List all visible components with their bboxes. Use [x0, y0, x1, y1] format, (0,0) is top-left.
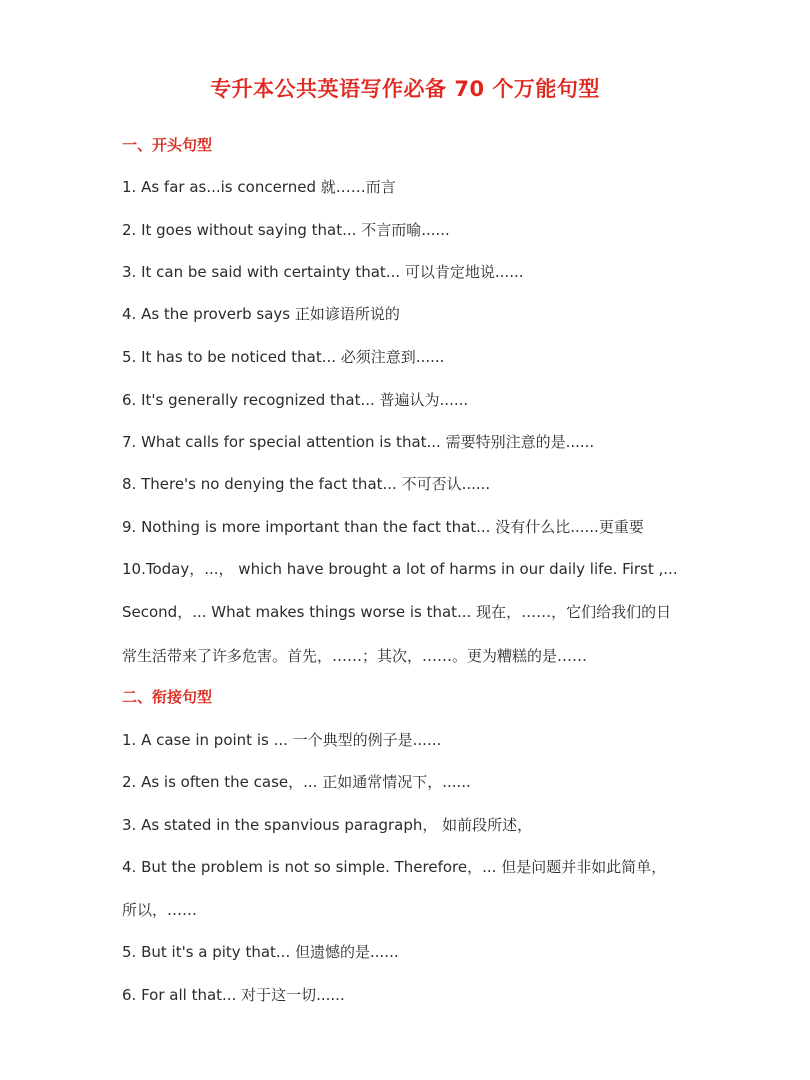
document-title: 专升本公共英语写作必备 70 个万能句型	[210, 77, 600, 101]
sentence-line: 8. There's no denying the fact that... 不可否认......	[122, 475, 491, 493]
sentence-line: 6. It's generally recognized that... 普遍认为......	[122, 391, 469, 409]
sentence-line: Second，... What makes things worse is that... 现在，……，它们给我们的日	[122, 603, 672, 621]
sentence-line: 5. But it's a pity that... 但遗憾的是......	[122, 943, 399, 961]
sentence-line: 3. As stated in the spanvious paragraph， 如前段所述，	[122, 816, 533, 834]
section-heading-opening: 一、开头句型	[122, 136, 213, 154]
sentence-line: 5. It has to be noticed that... 必须注意到......	[122, 348, 445, 366]
sentence-line: 1. As far as...is concerned 就……而言	[122, 178, 396, 196]
section-heading-transition: 二、衔接句型	[122, 688, 213, 706]
sentence-line: 4. As the proverb says 正如谚语所说的	[122, 305, 400, 323]
sentence-line: 所以，……	[122, 901, 198, 919]
sentence-line: 1. A case in point is ... 一个典型的例子是......	[122, 731, 442, 749]
sentence-line: 10.Today，...， which have brought a lot of harms in our daily life. First ,...	[122, 560, 678, 578]
sentence-line: 4. But the problem is not so simple. Therefore，... 但是问题并非如此简单，	[122, 858, 667, 876]
sentence-line: 常生活带来了许多危害。首先，……；其次，……。更为糟糕的是……	[122, 647, 588, 665]
sentence-line: 3. It can be said with certainty that... 可以肯定地说......	[122, 263, 524, 281]
sentence-line: 7. What calls for special attention is that... 需要特别注意的是......	[122, 433, 595, 451]
sentence-line: 9. Nothing is more important than the fact that... 没有什么比......更重要	[122, 518, 644, 536]
sentence-line: 2. As is often the case，... 正如通常情况下，......	[122, 773, 471, 791]
sentence-line: 2. It goes without saying that... 不言而喻......	[122, 221, 450, 239]
sentence-line: 6. For all that... 对于这一切......	[122, 986, 345, 1004]
